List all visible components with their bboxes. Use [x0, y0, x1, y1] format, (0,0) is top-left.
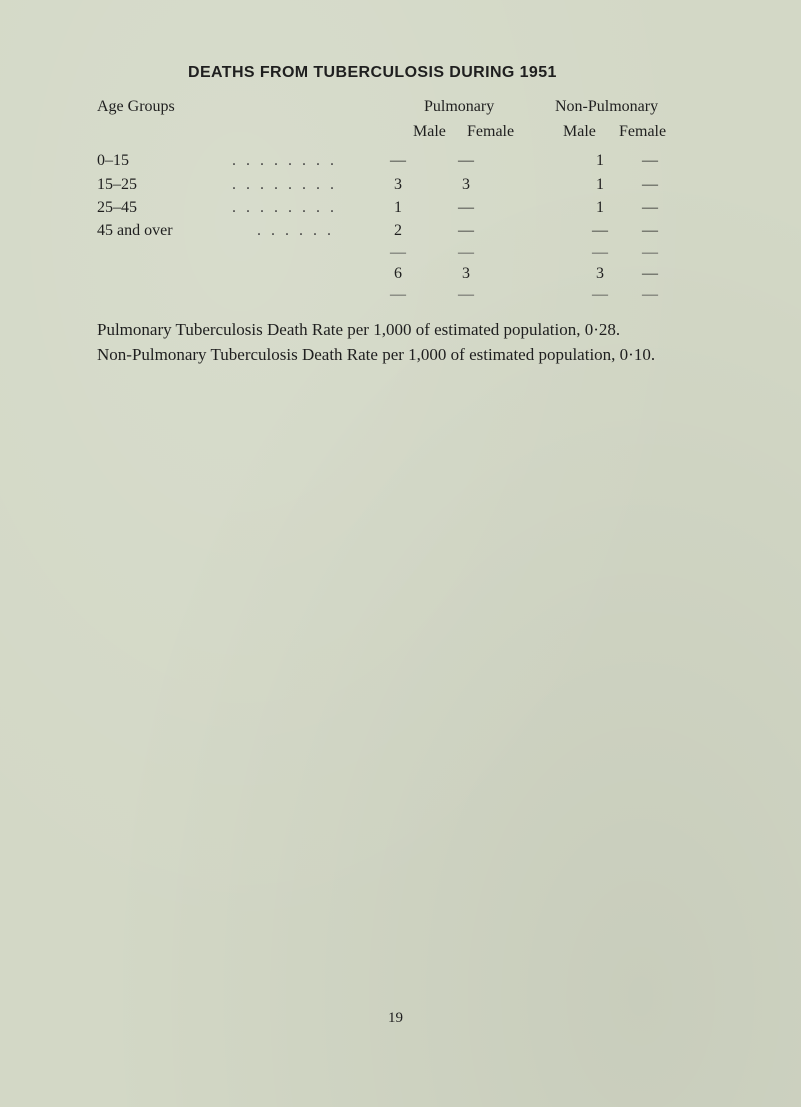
cell-pulmonary-female: —	[458, 199, 474, 216]
cell-pulmonary-male: 3	[394, 176, 402, 193]
header-pulmonary: Pulmonary	[424, 98, 495, 115]
separator-rule: —	[592, 286, 608, 303]
separator-rule: —	[592, 244, 608, 261]
cell-non-pulmonary-female: —	[642, 176, 658, 193]
separator-rule: —	[458, 286, 474, 303]
row-leader-dots: . . . . . . . .	[232, 176, 337, 193]
cell-non-pulmonary-male: 1	[596, 152, 604, 169]
cell-non-pulmonary-male: —	[592, 222, 608, 239]
separator-rule: —	[390, 286, 406, 303]
cell-pulmonary-female: —	[458, 222, 474, 239]
separator-rule: —	[642, 244, 658, 261]
cell-non-pulmonary-female: —	[642, 199, 658, 216]
separator-rule: —	[458, 244, 474, 261]
header-pulmonary-female: Female	[467, 123, 515, 140]
row-age-label: 45 and over	[97, 222, 173, 239]
header-non-pulmonary-male: Male	[563, 123, 596, 140]
cell-pulmonary-male: 2	[394, 222, 402, 239]
cell-non-pulmonary-male: 1	[596, 176, 604, 193]
cell-pulmonary-female: 3	[462, 176, 470, 193]
cell-pulmonary-male: 1	[394, 199, 402, 216]
row-leader-dots: . . . . . . . .	[232, 152, 337, 169]
row-age-label: 15–25	[97, 176, 137, 193]
cell-pulmonary-male: —	[390, 152, 406, 169]
header-non-pulmonary-female: Female	[619, 123, 667, 140]
total-non-pulmonary-male: 3	[596, 265, 604, 282]
non-pulmonary-death-rate-note: Non-Pulmonary Tuberculosis Death Rate per 1,000 of estimated population, 0·10.	[97, 345, 656, 364]
separator-rule: —	[390, 244, 406, 261]
cell-non-pulmonary-female: —	[642, 222, 658, 239]
cell-pulmonary-female: —	[458, 152, 474, 169]
separator-rule: —	[642, 286, 658, 303]
total-non-pulmonary-female: —	[642, 265, 658, 282]
total-pulmonary-male: 6	[394, 265, 402, 282]
header-pulmonary-male: Male	[413, 123, 446, 140]
page-number: 19	[388, 1010, 403, 1026]
header-age-groups: Age Groups	[97, 98, 175, 115]
header-non-pulmonary: Non-Pulmonary	[555, 98, 659, 115]
total-pulmonary-female: 3	[462, 265, 470, 282]
cell-non-pulmonary-female: —	[642, 152, 658, 169]
cell-non-pulmonary-male: 1	[596, 199, 604, 216]
page-title: DEATHS FROM TUBERCULOSIS DURING 1951	[188, 64, 557, 81]
row-leader-dots: . . . . . .	[257, 222, 334, 239]
row-leader-dots: . . . . . . . .	[232, 199, 337, 216]
pulmonary-death-rate-note: Pulmonary Tuberculosis Death Rate per 1,000 of estimated population, 0·28.	[97, 320, 621, 339]
row-age-label: 25–45	[97, 199, 137, 216]
row-age-label: 0–15	[97, 152, 129, 169]
